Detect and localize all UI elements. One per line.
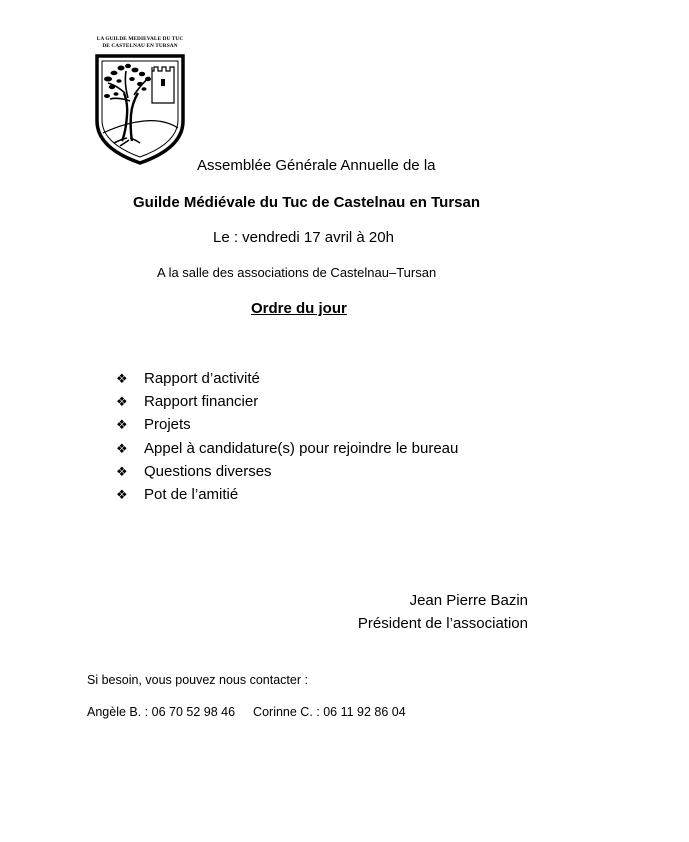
tree-and-castle-shield-icon: [94, 53, 186, 165]
logo-title-line-2: DE CASTELNAU EN TURSAN: [102, 43, 178, 49]
diamond-bullet-icon: ❖: [116, 394, 128, 410]
agenda-item-label: Rapport d’activité: [144, 370, 260, 388]
meeting-location: A la salle des associations de Castelnau–Tursan: [157, 265, 437, 280]
agenda-item: [116, 367, 458, 390]
guild-name: Guilde Médiévale du Tuc de Castelnau en Tursan: [133, 194, 481, 211]
logo-title-line-1: LA GUILDE MEDIEVALE DU TUC: [96, 36, 184, 42]
diamond-bullet-icon: ❖: [116, 417, 128, 433]
signatory-name: Jean Pierre Bazin: [409, 592, 528, 609]
agenda-item: [116, 483, 458, 506]
diamond-bullet-icon: ❖: [116, 440, 128, 456]
agenda-item: [116, 390, 458, 413]
diamond-bullet-icon: ❖: [116, 487, 128, 503]
meeting-title: Assemblée Générale Annuelle de la: [197, 157, 436, 174]
agenda-item-label: Projets: [144, 416, 191, 434]
contact-angele: Angèle B. : 06 70 52 98 46: [87, 705, 236, 719]
agenda-item-label: Appel à candidature(s) pour rejoindre le bureau: [144, 439, 459, 457]
agenda-title: Ordre du jour: [251, 300, 347, 317]
agenda-item: [116, 413, 458, 436]
contact-label: Si besoin, vous pouvez nous contacter :: [87, 673, 308, 687]
diamond-bullet-icon: ❖: [116, 463, 128, 479]
agenda-item: [116, 437, 458, 460]
contact-corinne: Corinne C. : 06 11 92 86 04: [253, 705, 406, 719]
agenda-item: [116, 460, 458, 483]
contact-list: [87, 705, 406, 719]
signatory-role: Président de l’association: [357, 615, 528, 632]
diamond-bullet-icon: ❖: [116, 371, 128, 387]
meeting-date: Le : vendredi 17 avril à 20h: [213, 229, 394, 246]
guild-logo: [86, 36, 194, 166]
agenda-item-label: Questions diverses: [144, 462, 272, 480]
agenda-item-label: Rapport financier: [144, 393, 259, 411]
agenda-item-label: Pot de l’amitié: [144, 486, 239, 504]
agenda-list: [116, 367, 458, 506]
